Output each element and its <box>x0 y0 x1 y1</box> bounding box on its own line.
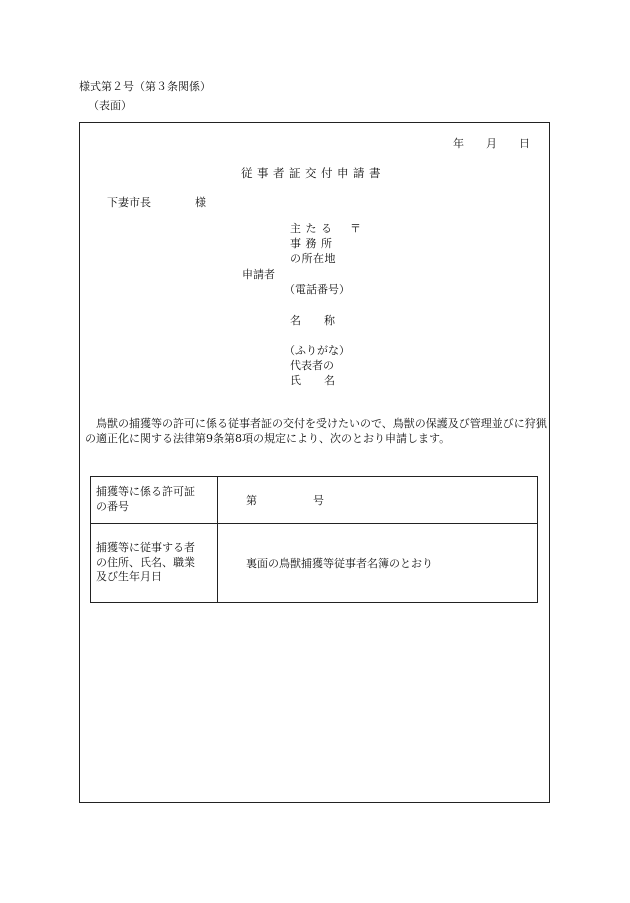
office-label-line3: の所在地 <box>290 252 336 265</box>
rep-name-label-b: 名 <box>324 374 335 387</box>
form-number: 様式第２号（第３条関係） <box>79 80 211 93</box>
addressee-honorific: 様 <box>195 196 206 209</box>
permit-number-suffix: 号 <box>313 494 324 507</box>
permit-number-prefix: 第 <box>246 494 257 507</box>
permit-info-table <box>90 476 538 603</box>
permit-number-label: 捕獲等に係る許可証 の番号 <box>91 477 218 524</box>
office-label-line2: 事務所 <box>290 237 337 250</box>
worker-info-value: 裏面の鳥獣捕獲等従事者名簿のとおり <box>218 524 538 603</box>
table-row <box>91 524 538 603</box>
date-line <box>453 137 530 151</box>
phone-label: （電話番号） <box>284 283 350 296</box>
postal-mark: 〒 <box>350 222 361 235</box>
office-label-line1: 主たる <box>290 222 337 235</box>
applicant-label: 申請者 <box>242 268 275 281</box>
addressee <box>107 196 206 210</box>
date-day: 日 <box>519 137 530 150</box>
furigana-label: （ふりがな） <box>284 344 350 357</box>
representative-label: 代表者の <box>290 359 334 372</box>
name-label-a: 名 <box>290 314 301 327</box>
document-title: 従事者証交付申請書 <box>241 166 385 180</box>
date-year: 年 <box>453 137 464 150</box>
worker-info-label: 捕獲等に従事する者 の住所、氏名、職業 及び生年月日 <box>91 524 218 603</box>
table-row <box>91 477 538 524</box>
name-label-b: 称 <box>324 314 335 327</box>
rep-name-label-a: 氏 <box>290 374 301 387</box>
application-statement: 鳥獣の捕獲等の許可に係る従事者証の交付を受けたいので、鳥獣の保護及び管理並びに狩猟の適正化に関する法律第9条第8項の規定により、次のとおり申請します。 <box>85 417 547 446</box>
side-label: （表面） <box>88 99 132 112</box>
addressee-name: 下妻市長 <box>107 196 151 209</box>
permit-number-field[interactable] <box>218 477 538 524</box>
date-month: 月 <box>486 137 497 150</box>
